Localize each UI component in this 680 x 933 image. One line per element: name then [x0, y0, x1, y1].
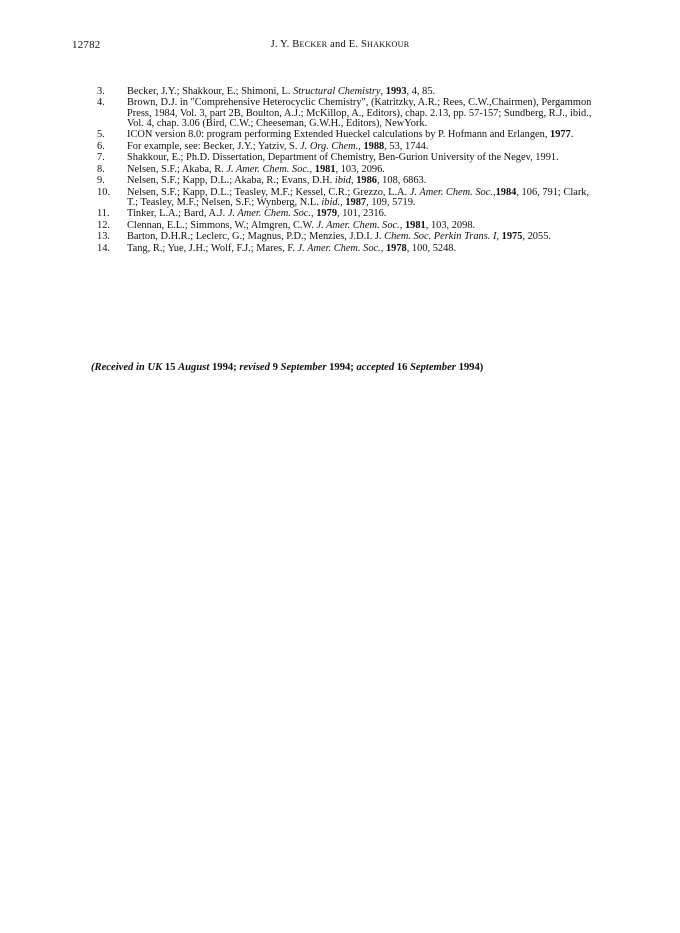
- reference-text-part: J. Amer. Chem. Soc.: [316, 219, 400, 231]
- author1-surname-rest: ECKER: [299, 40, 328, 49]
- reference-text-part: J. Amer. Chem. Soc.: [226, 163, 310, 175]
- reference-text-part: .: [570, 129, 574, 141]
- reference-item: [97, 142, 597, 152]
- reference-item: [97, 153, 597, 163]
- received-note-part: 9: [272, 362, 281, 373]
- reference-text-part: ,: [380, 242, 386, 254]
- received-note: [91, 362, 483, 373]
- reference-number: 5.: [97, 129, 105, 141]
- reference-text-part: , 108, 6863.: [376, 175, 427, 187]
- reference-text-part: 1986: [356, 175, 377, 187]
- reference-number: 7.: [97, 152, 105, 164]
- received-note-part: revised: [239, 362, 273, 373]
- running-head: [0, 39, 680, 50]
- reference-text-part: J. Org. Chem.: [300, 140, 359, 152]
- reference-text-part: Nelsen, S.F.; Kapp, D.L.; Akaba, R.; Evans, D.H.: [127, 175, 335, 187]
- reference-text-part: ,: [496, 231, 502, 243]
- reference-number: 4.: [97, 97, 105, 109]
- reference-text-part: , 100, 5248.: [406, 242, 457, 254]
- reference-text-part: 1977: [550, 129, 571, 141]
- reference-text-part: 1981: [404, 219, 426, 231]
- reference-text-part: 1975: [501, 231, 523, 243]
- author2-surname-initial: S: [361, 39, 368, 50]
- reference-number: 8.: [97, 163, 105, 175]
- reference-text-part: ICON version 8.0: program performing Extended Hueckel calculations by P. Hofmann and Erlangen,: [127, 129, 551, 141]
- reference-text-part: Nelsen, S.F.; Akaba, R.: [127, 163, 227, 175]
- reference-text-part: , 2055.: [522, 231, 551, 243]
- author1-surname-initial: B: [292, 39, 300, 50]
- reference-item: [97, 188, 597, 208]
- reference-text-part: Shakkour, E.; Ph.D. Dissertation, Department of Chemistry, Ben-Gurion University of the Negev, 1991.: [127, 152, 559, 164]
- reference-text-part: Tinker, L.A.; Bard, A.J.: [127, 208, 228, 220]
- reference-text-part: ,: [311, 208, 317, 220]
- reference-item: [97, 98, 597, 128]
- reference-number: 13.: [97, 231, 110, 243]
- running-head-initials: J. Y.: [270, 39, 293, 50]
- received-note-part: 1994): [458, 362, 484, 373]
- reference-number: 12.: [97, 219, 110, 231]
- reference-text-part: Becker, J.Y.; Shakkour, E.; Shimoni, L.: [127, 86, 294, 97]
- reference-text-part: ,: [399, 219, 405, 231]
- received-note-part: 16: [396, 362, 411, 373]
- received-note-part: 1994;: [329, 362, 357, 373]
- reference-text-part: J. Amer. Chem. Soc.: [227, 208, 312, 220]
- reference-text-part: Structural Chemistry: [293, 86, 381, 97]
- received-note-part: 15: [164, 362, 179, 373]
- reference-text-part: J. Amer. Chem. Soc.: [409, 186, 493, 198]
- reference-text-part: ,: [340, 196, 346, 208]
- received-note-part: August: [178, 362, 212, 373]
- reference-text-part: Chem. Soc. Perkin Trans. I: [384, 231, 497, 243]
- reference-number: 9.: [97, 175, 105, 187]
- received-note-part: (Received in UK: [91, 362, 165, 373]
- reference-text-part: Barton, D.H.R.; Leclerc, G.; Magnus, P.D.; Menzies, J.D.I. J.: [127, 231, 385, 243]
- author2-surname-rest: HAKKOUR: [367, 40, 410, 49]
- reference-text-part: , 109, 5719.: [366, 196, 416, 208]
- reference-text-part: ,: [492, 186, 496, 198]
- reference-text-part: 1979: [316, 208, 338, 220]
- reference-text-part: Tang, R.; Yue, J.H.; Wolf, F.J.; Mares, F.: [127, 242, 298, 254]
- reference-item: [97, 130, 597, 140]
- reference-text-part: , 53, 1744.: [384, 140, 429, 152]
- reference-text-part: 1987: [345, 196, 367, 208]
- reference-text-part: , 4, 85.: [406, 86, 436, 97]
- reference-item: [97, 87, 597, 97]
- reference-text-part: ibid: [334, 175, 351, 187]
- reference-text-part: , 103, 2096.: [335, 163, 385, 175]
- reference-item: [97, 232, 597, 242]
- reference-text-part: ,: [358, 140, 364, 152]
- reference-item: [97, 165, 597, 175]
- reference-text-part: , 106, 791; Clark, T.; Teasley, M.F.; Nelsen, S.F.; Wynberg, N.L.: [127, 186, 590, 208]
- reference-text-part: , 101, 2316.: [337, 208, 387, 220]
- reference-text-part: ,: [380, 86, 386, 97]
- reference-text-part: 1988: [363, 140, 385, 152]
- received-note-part: accepted: [356, 362, 397, 373]
- reference-text-part: J. Amer. Chem. Soc.: [297, 242, 381, 254]
- reference-number: 10.: [97, 186, 110, 198]
- reference-text-part: Clennan, E.L.; Simmons, W.; Almgren, C.W.: [127, 219, 317, 231]
- reference-text-part: 1993: [385, 86, 407, 97]
- running-head-conjunction: and E.: [327, 39, 361, 50]
- page-number: 12782: [72, 39, 101, 51]
- reference-text-part: , 103, 2098.: [425, 219, 476, 231]
- reference-text-part: For example, see: Becker, J.Y.; Yatziv, S.: [127, 140, 301, 152]
- reference-text-part: Nelsen, S.F.; Kapp, D.L.; Teasley, M.F.; Kessel, C.R.; Grezzo, L.A.: [127, 186, 410, 198]
- reference-text-part: ,: [351, 175, 357, 187]
- received-note-part: September: [280, 362, 330, 373]
- reference-text-part: Brown, D.J. in "Comprehensive Heterocyclic Chemistry", (Katritzky, A.R.; Rees, C.W.,Chairmen), Pergammon Press, 1984, Vol. 3, part 2B, Boulton, A.J.; McKillop, A., Editors), chap. 2.13, pp. 57-157; Sundberg, R.J., ibid., Vol. 4, chap. 3.06 (Bird, C.W.; Cheeseman, G.W.H., Editors), NewYork.: [127, 97, 592, 129]
- reference-item: [97, 244, 597, 254]
- reference-number: 6.: [97, 140, 105, 152]
- reference-number: 11.: [97, 208, 110, 220]
- reference-list: [97, 87, 597, 255]
- reference-text-part: 1981: [314, 163, 336, 175]
- reference-text-part: 1978: [385, 242, 407, 254]
- reference-text-part: ibid.: [321, 196, 341, 208]
- received-note-part: September: [410, 362, 459, 373]
- reference-text-part: ,: [309, 163, 315, 175]
- reference-item: [97, 221, 597, 231]
- reference-item: [97, 209, 597, 219]
- reference-number: 3.: [97, 86, 105, 97]
- reference-number: 14.: [97, 242, 110, 254]
- reference-text-part: 1984: [495, 186, 517, 198]
- reference-item: [97, 176, 597, 186]
- received-note-part: 1994;: [211, 362, 240, 373]
